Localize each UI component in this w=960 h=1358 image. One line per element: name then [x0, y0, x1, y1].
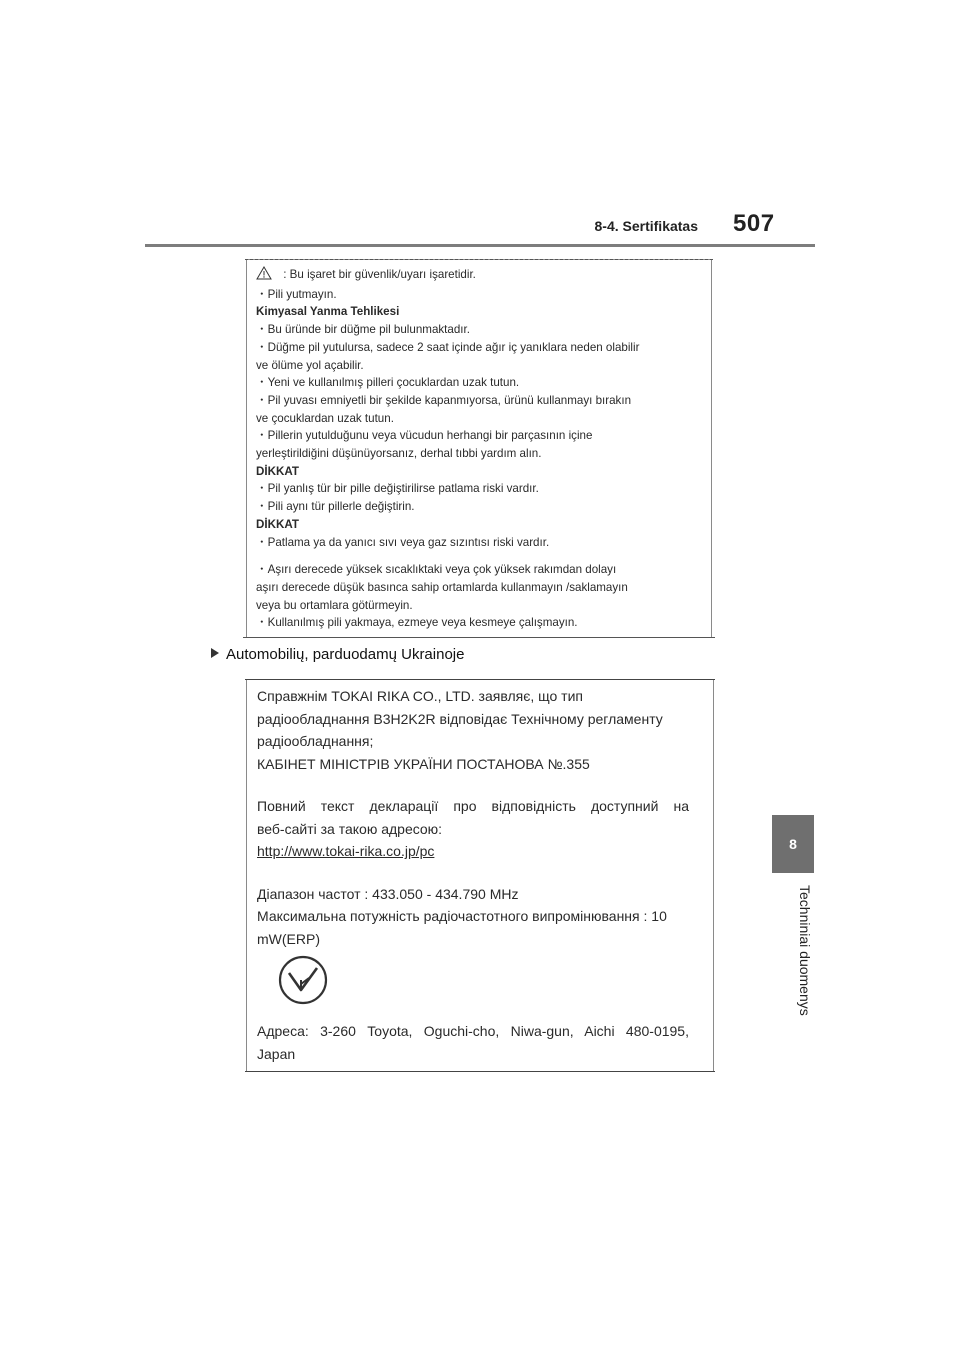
- spacer: [257, 863, 689, 883]
- box-bottom-border: [245, 1071, 715, 1072]
- text-line: ・Aşırı derecede yüksek sıcaklıktaki veya çok yüksek rakımdan dolayı: [256, 563, 617, 577]
- text-line: ・Bu üründe bir düğme pil bulunmaktadır.: [256, 323, 470, 337]
- text-line: ・Pil yuvası emniyetli bir şekilde kapanmıyorsa, ürünü kullanmayı bırakın: [256, 393, 632, 407]
- page-number: 507: [733, 210, 775, 237]
- text-line: yerleştirildiğini düşünüyorsanız, derhal tıbbi yardım alın.: [256, 447, 542, 461]
- section-title: 8-4. Sertifikatas: [594, 218, 698, 234]
- turkish-warning-box: [246, 259, 712, 638]
- text-line: ve ölüme yol açabilir.: [256, 358, 364, 372]
- chapter-tab-label: Techniniai duomenys: [797, 885, 813, 1016]
- text-line: ・Pil yanlış tür bir pille değiştirilirse patlama riski vardır.: [256, 482, 539, 496]
- text-line: ・Kullanılmış pili yakmaya, ezmeye veya kesmeye çalışmayın.: [256, 616, 578, 630]
- text-line: : Bu işaret bir güvenlik/uyarı işaretidir.: [280, 268, 476, 281]
- address-line: Адреса: 3-260 Toyota, Oguchi-cho, Niwa-gun, Aichi 480-0195,: [257, 1023, 689, 1039]
- box-bottom-border: [243, 637, 715, 638]
- ukraine-subheading: [210, 646, 464, 663]
- turkish-warning-text: [256, 266, 705, 632]
- spacer: [256, 551, 705, 561]
- text-line: ・Pili aynı tür pillerle değiştirin.: [256, 500, 415, 514]
- text-line: Справжнім TOKAI RIKA CO., LTD. заявляє, що тип: [257, 688, 583, 704]
- text-heading: Kimyasal Yanma Tehlikesi: [256, 305, 400, 319]
- text-line: Діапазон частот : 433.050 - 434.790 MHz: [257, 885, 519, 902]
- text-heading: DİKKAT: [256, 517, 299, 531]
- text-line: ve çocuklardan uzak tutun.: [256, 411, 394, 425]
- text-line: ・Patlama ya da yanıcı sıvı veya gaz sızıntısı riski vardır.: [256, 535, 550, 549]
- text-line: радіообладнання;: [257, 733, 374, 749]
- text-line: Повний текст декларації про відповідність доступний на: [257, 798, 689, 814]
- subheading-text: Automobilių, parduodamų Ukrainoje: [226, 646, 465, 663]
- text-heading: DİKKAT: [256, 464, 299, 478]
- header-divider: [145, 244, 815, 247]
- text-line: aşırı derecede düşük basınca sahip ortamlarda kullanmayın /saklamayın: [256, 580, 628, 594]
- box-top-border: [245, 259, 713, 260]
- text-line: Максимальна потужність радіочастотного випромінювання : 10: [257, 908, 667, 924]
- ukraine-declaration-text: [257, 685, 689, 1065]
- ukrainian-conformity-mark-icon: [277, 954, 329, 1013]
- box-top-border: [245, 679, 715, 680]
- warning-symbol-line: [256, 266, 705, 286]
- text-line: ・Düğme pil yutulursa, sadece 2 saat içinde ağır iç yanıklara neden olabilir: [256, 340, 640, 354]
- text-line: ・Yeni ve kullanılmış pilleri çocuklardan uzak tutun.: [256, 376, 520, 390]
- right-triangle-arrow-icon: [210, 647, 220, 662]
- ukraine-declaration-box: [246, 679, 714, 1072]
- text-line: веб-сайті за такою адресою:: [257, 820, 443, 837]
- address-line: Japan: [257, 1045, 296, 1062]
- warning-triangle-icon: [256, 266, 272, 286]
- text-line: mW(ERP): [257, 930, 320, 947]
- chapter-tab-number: 8: [772, 815, 814, 873]
- text-line: ・Pili yutmayın.: [256, 287, 337, 301]
- text-line: veya bu ortamlara götürmeyin.: [256, 598, 413, 612]
- text-line: ・Pillerin yutulduğunu veya vücudun herhangi bir parçasının içine: [256, 429, 593, 443]
- text-line: КАБІНЕТ МІНІСТРІВ УКРАЇНИ ПОСТАНОВА №.355: [257, 755, 590, 772]
- spacer: [257, 775, 689, 795]
- page-header: [0, 0, 960, 250]
- conformity-mark-row: [257, 950, 689, 1016]
- text-line: радіообладнання B3H2K2R відповідає Технічному регламенту: [257, 710, 663, 727]
- declaration-link[interactable]: http://www.tokai-rika.co.jp/pc: [257, 843, 435, 859]
